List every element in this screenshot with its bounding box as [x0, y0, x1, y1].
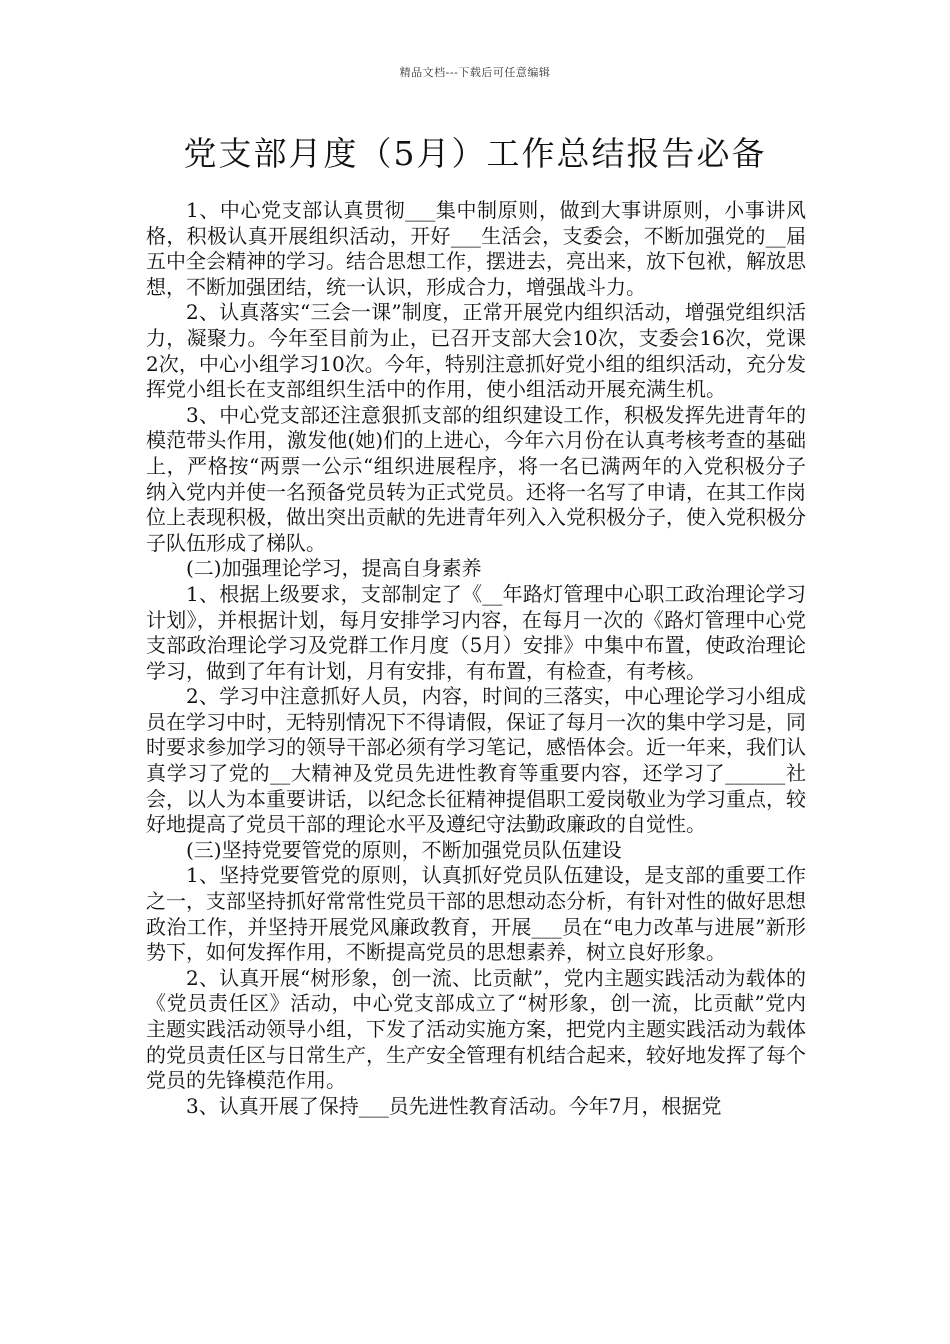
- section-heading-3: (三)坚持党要管党的原则，不断加强党员队伍建设: [186, 837, 622, 862]
- document-title: 党支部月度（5月）工作总结报告必备: [183, 134, 767, 173]
- paragraph-2: 2、认真落实“三会一课”制度，正常开展党内组织活动，增强党组织活力，凝聚力。今年至目前为止，已召开支部大会10次，支委会16次，党课2次，中心小组学习10次。今年，特别注意抓好党小组的组织活动，充分发挥党小组长在支部组织生活中的作用，使小组活动开展充满生机。: [146, 300, 806, 402]
- page-header-watermark: 精品文档---下载后可任意编辑: [399, 66, 551, 79]
- paragraph-7: 2、认真开展“树形象，创一流、比贡献”，党内主题实践活动为载体的《党员责任区》活动，中心党支部成立了“树形象，创一流，比贡献”党内主题实践活动领导小组，下发了活动实施方案，把党内主题实践活动为载体的党员责任区与日常生产，生产安全管理有机结合起来，较好地发挥了每个党员的先锋模范作用。: [146, 965, 806, 1093]
- section-heading-2: (二)加强理论学习，提高自身素养: [186, 556, 482, 581]
- paragraph-6: 1、坚持党要管党的原则，认真抓好党员队伍建设，是支部的重要工作之一，支部坚持抓好常常性党员干部的思想动态分析，有针对性的做好思想政治工作，并坚持开展党风廉政教育，开展___员在“电力改革与进展”新形势下，如何发挥作用，不断提高党员的思想素养，树立良好形象。: [146, 863, 806, 965]
- paragraph-1: 1、中心党支部认真贯彻___集中制原则，做到大事讲原则，小事讲风格，积极认真开展组织活动，开好___生活会，支委会，不断加强党的__届五中全会精神的学习。结合思想工作，摆进去，亮出来，放下包袱，解放思想，不断加强团结，统一认识，形成合力，增强战斗力。: [146, 198, 806, 299]
- document-body: [146, 198, 806, 1119]
- paragraph-5: 2、学习中注意抓好人员，内容，时间的三落实，中心理论学习小组成员在学习中时，无特别情况下不得请假，保证了每月一次的集中学习是，同时要求参加学习的领导干部必须有学习笔记，感悟体会。近一年来，我们认真学习了党的__大精神及党员先进性教育等重要内容，还学习了______社会，以人为本重要讲话，以纪念长征精神提倡职工爱岗敬业为学习重点，较好地提高了党员干部的理论水平及遵纪守法勤政廉政的自觉性。: [146, 684, 806, 837]
- paragraph-3: 3、中心党支部还注意狠抓支部的组织建设工作，积极发挥先进青年的模范带头作用，激发他(她)们的上进心，今年六月份在认真考核考查的基础上，严格按“两票一公示“组织进展程序，将一名已满两年的入党积极分子纳入党内并使一名预备党员转为正式党员。还将一名写了申请，在其工作岗位上表现积极，做出突出贡献的先进青年列入入党积极分子，使入党积极分子队伍形成了梯队。: [146, 402, 806, 555]
- paragraph-8: 3、认真开展了保持___员先进性教育活动。今年7月，根据党: [186, 1093, 722, 1118]
- paragraph-4: 1、根据上级要求，支部制定了《__年路灯管理中心职工政治理论学习计划》，并根据计划，每月安排学习内容，在每月一次的《路灯管理中心党支部政治理论学习及党群工作月度（5月）安排》中集中布置，使政治理论学习，做到了年有计划，月有安排，有布置，有检查，有考核。: [146, 581, 806, 683]
